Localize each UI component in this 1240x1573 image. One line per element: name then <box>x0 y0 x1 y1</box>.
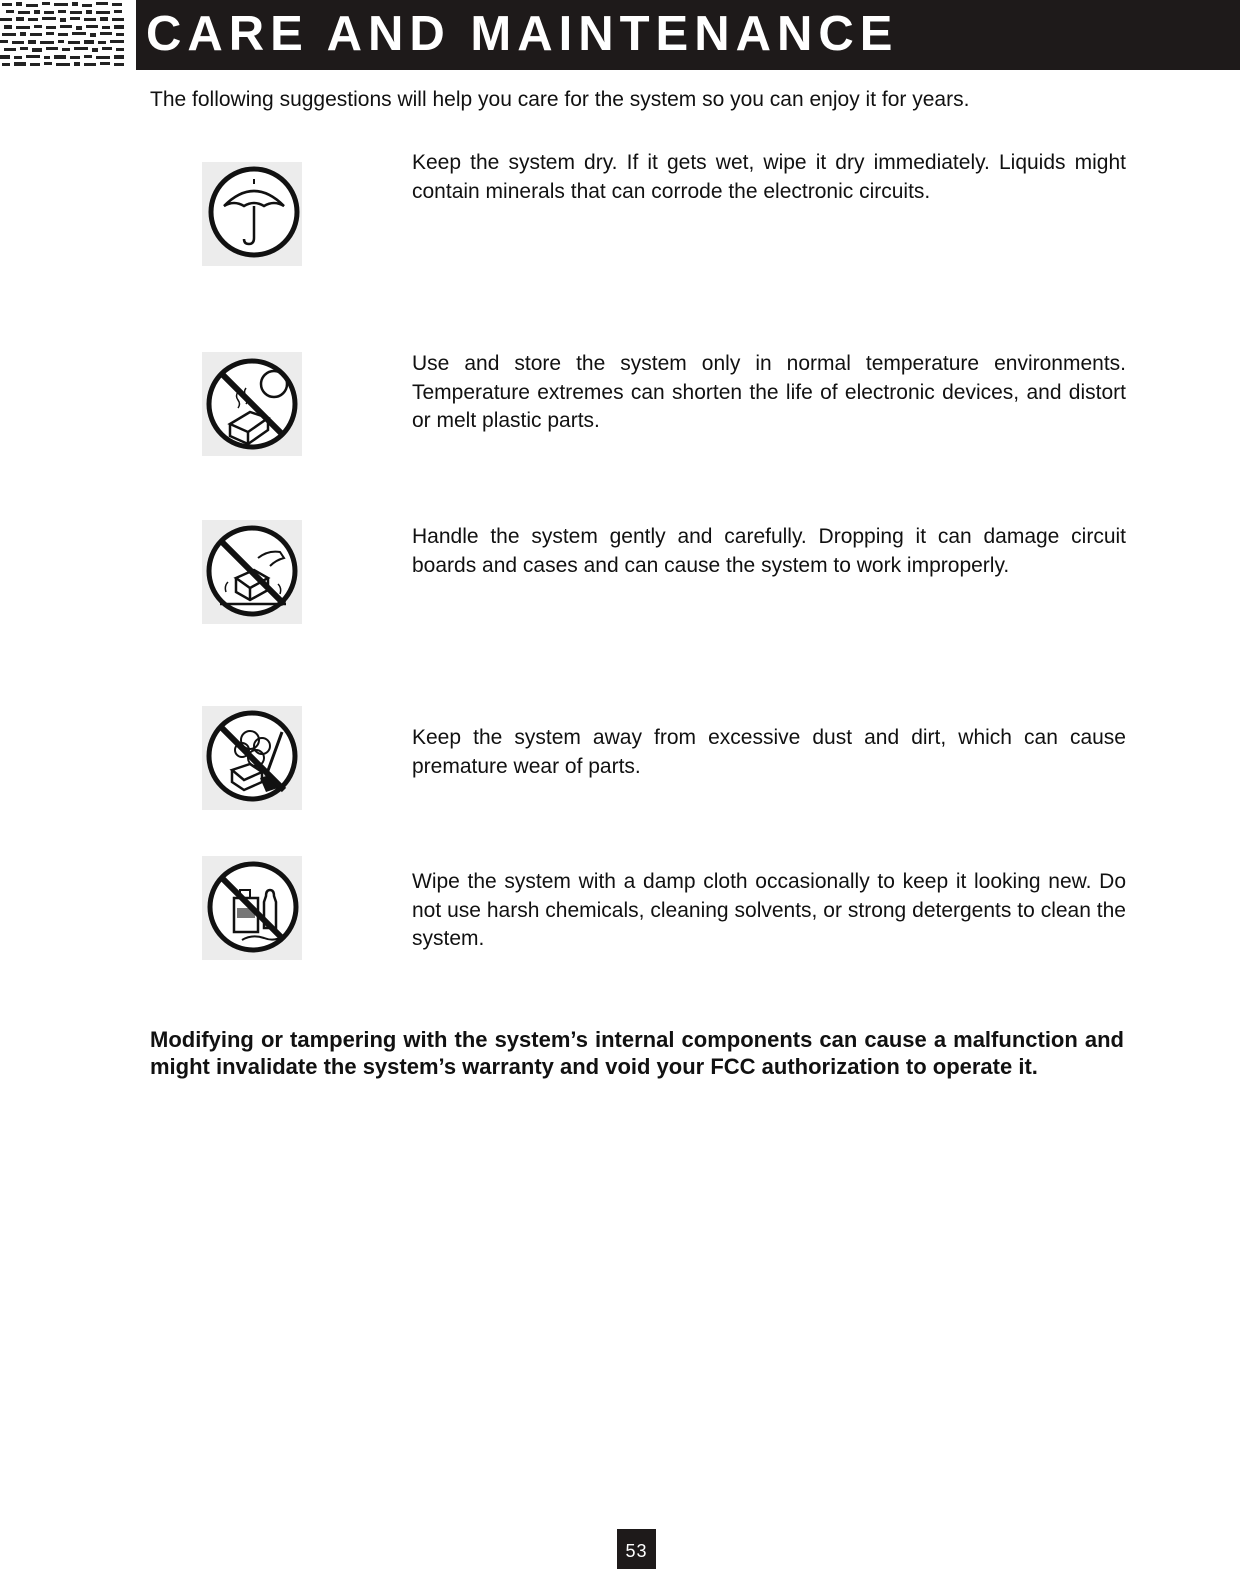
tip-temperature: Use and store the system only in normal temperature environments. Temperature extremes can shorten the life of electronic devices, and distort or melt plastic parts. <box>412 352 1126 432</box>
warranty-warning: Modifying or tampering with the system’s internal components can cause a malfunction and might invalidate the system’s warranty and void your FCC authorization to operate it. <box>150 1027 1124 1079</box>
page-number: 53 <box>617 1529 656 1569</box>
no-drop-icon <box>202 520 302 624</box>
page-title: CARE AND MAINTENANCE <box>146 7 899 61</box>
no-heat-icon <box>202 352 302 456</box>
umbrella-icon <box>202 162 302 266</box>
no-chemicals-icon <box>202 856 302 960</box>
tip-cleaning: Wipe the system with a damp cloth occasionally to keep it looking new. Do not use harsh chemicals, cleaning solvents, or strong detergents to clean the system. <box>412 870 1126 950</box>
tip-keep-dry: Keep the system dry. If it gets wet, wipe it dry immediately. Liquids might contain minerals that can corrode the electronic circuits. <box>412 151 1126 203</box>
decorative-pattern <box>0 0 128 70</box>
tip-handle-gently: Handle the system gently and carefully. Dropping it can damage circuit boards and cases and can cause the system to work improperly. <box>412 525 1126 577</box>
intro-text: The following suggestions will help you care for the system so you can enjoy it for years. <box>150 88 970 111</box>
no-dust-icon <box>202 706 302 810</box>
header-bar <box>136 0 1240 70</box>
tip-dust-dirt: Keep the system away from excessive dust and dirt, which can cause premature wear of parts. <box>412 726 1126 778</box>
